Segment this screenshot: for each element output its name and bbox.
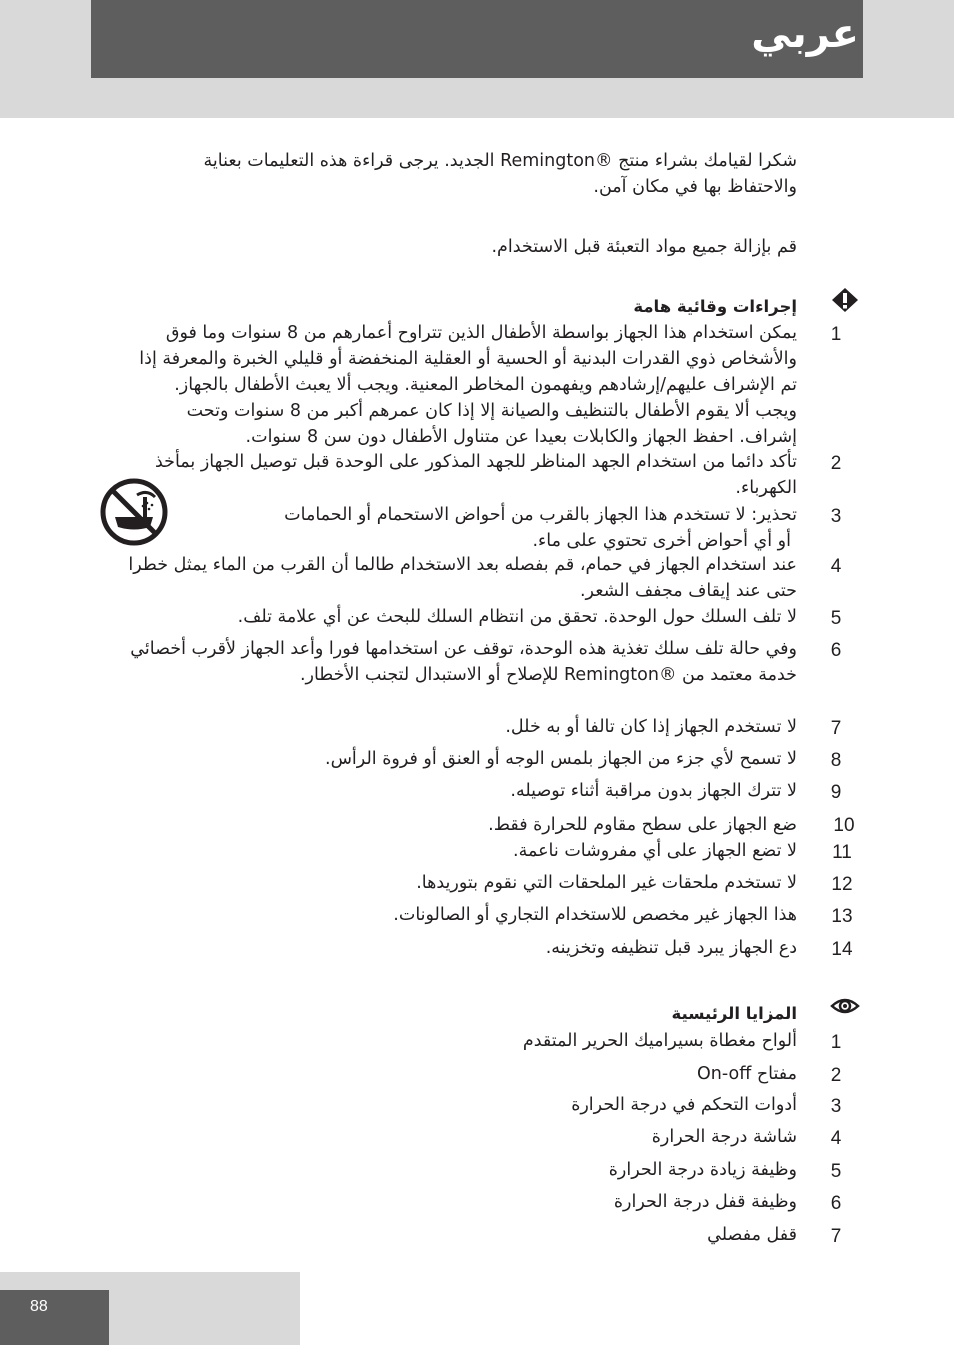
feature-number: 4 [830,1128,842,1149]
safety-item-13: هذا الجهاز غير مخصص للاستخدام التجاري أو الصالونات. [393,905,797,925]
safety-item-2-line: الكهرباء. [735,478,797,498]
safety-item-7: لا تستخدم الجهاز إذا كان تالفا أو به خلل. [505,717,797,737]
warning-icon [831,287,859,318]
feature-item: شاشة درجة الحرارة [651,1127,797,1147]
item-number: 12 [831,874,853,895]
safety-item-11: لا تضع الجهاز على أي مفروشات ناعمة. [513,841,797,861]
safety-item-3-line: تحذير: لا تستخدم هذا الجهاز بالقرب من أحواض الاستحمام أو الحمامات [284,505,797,525]
page-number: 88 [30,1298,48,1315]
feature-item: وظيفة زيادة درجة الحرارة [608,1160,797,1180]
intro-line-1: شكرا لقيامك بشراء منتج ®Remington الجديد. يرجى قراءة هذه التعليمات بعناية [203,151,797,171]
feature-number: 5 [830,1161,842,1182]
feature-number: 7 [830,1226,842,1247]
item-number: 13 [831,906,853,927]
feature-item: أدوات التحكم في درجة الحرارة [571,1095,797,1115]
feature-item: وظيفة قفل درجة الحرارة [613,1192,797,1212]
item-number: 4 [830,556,842,577]
feature-item: ألواح مغطاة بسيراميك الحرير المتقدم [522,1031,797,1051]
no-bath-icon [99,477,169,552]
header-bar [91,0,863,78]
features-heading: المزايا الرئيسية [671,1004,797,1023]
feature-item: مفتاح On-off [697,1064,797,1084]
item-number: 8 [830,750,842,771]
safety-item-8: لا تسمح لأي جزء من الجهاز بلمس الوجه أو العنق أو فروة الرأس. [325,749,797,769]
safety-item-1-line: تم الإشراف عليهم/إرشادهم ويفهمون المخاطر المعنية. ويجب ألا يعبث الأطفال بالجهاز. [174,375,797,395]
safety-item-6-line: وفي حالة تلف سلك تغذية هذه الوحدة، توقف عن استخدامها فورا وأعد الجهاز لأقرب أخصائي [130,639,797,659]
safety-item-12: لا تستخدم ملحقات غير الملحقات التي نقوم بتوريدها. [416,873,797,893]
item-number: 14 [831,939,853,960]
item-number: 6 [830,640,842,661]
intro-line-3: قم بإزالة جميع مواد التعبئة قبل الاستخدام. [491,237,797,257]
safety-item-1-line: إشراف. احفظ الجهاز والكابلات بعيدا عن متناول الأطفال دون سن 8 سنوات. [245,427,797,447]
safety-item-1-line: والأشخاص ذوي القدرات البدنية أو الحسية أو العقلية المنخفضة أو قليلي الخبرة والمعرفة إذا [139,349,797,369]
item-number: 1 [830,324,842,345]
safety-item-14: دع الجهاز يبرد قبل تنظيفه وتخزينه. [545,938,797,958]
feature-item: قفل مفصلي [707,1225,797,1245]
feature-number: 3 [830,1096,842,1117]
feature-number: 2 [830,1065,842,1086]
safety-item-5-line: لا تلف السلك حول الوحدة. تحقق من انتظام السلك للبحث عن أي علامة تلف. [237,607,797,627]
item-number: 10 [833,815,855,836]
item-number: 3 [830,506,842,527]
safety-item-6-line: خدمة معتمد من ®Remington للإصلاح أو الاستبدال لتجنب الأخطار. [299,665,797,685]
item-number: 9 [830,782,842,803]
feature-number: 6 [830,1193,842,1214]
safety-item-3-line: أو أي أحواض أخرى تحتوي على ماء. [532,531,791,551]
safety-item-4-line: عند استخدام الجهاز في حمام، قم بفصله بعد الاستخدام طالما أن القرب من الماء يمثل خطرا [128,555,797,575]
safety-item-9: لا تترك الجهاز بدون مراقبة أثناء توصيله. [510,781,797,801]
safety-item-10: ضع الجهاز على سطح مقاوم للحرارة فقط. [488,815,797,835]
page-title: عربي [751,11,859,57]
safety-heading: إجراءات وقائية هامة [633,297,797,316]
item-number: 11 [832,842,852,863]
page-number-box [0,1290,109,1345]
item-number: 7 [830,718,842,739]
safety-item-1-line: يمكن استخدام هذا الجهاز بواسطة الأطفال الذين تتراوح أعمارهم من 8 سنوات وما فوق [165,323,797,343]
eye-icon [830,995,860,1022]
intro-line-2: والاحتفاظ بها في مكان آمن. [593,177,797,197]
item-number: 2 [830,453,842,474]
safety-item-4-line: حتى عند إيقاف مجفف الشعر. [579,581,797,601]
safety-item-1-line: ويجب ألا يقوم الأطفال بالتنظيف والصيانة إلا إذا كان عمرهم أكبر من 8 سنوات وتحت [186,401,797,421]
safety-item-2-line: تأكد دائما من استخدام الجهد المناظر للجهد المذكور على الوحدة قبل توصيل الجهاز بمأخذ [154,452,797,472]
feature-number: 1 [830,1032,842,1053]
item-number: 5 [830,608,842,629]
